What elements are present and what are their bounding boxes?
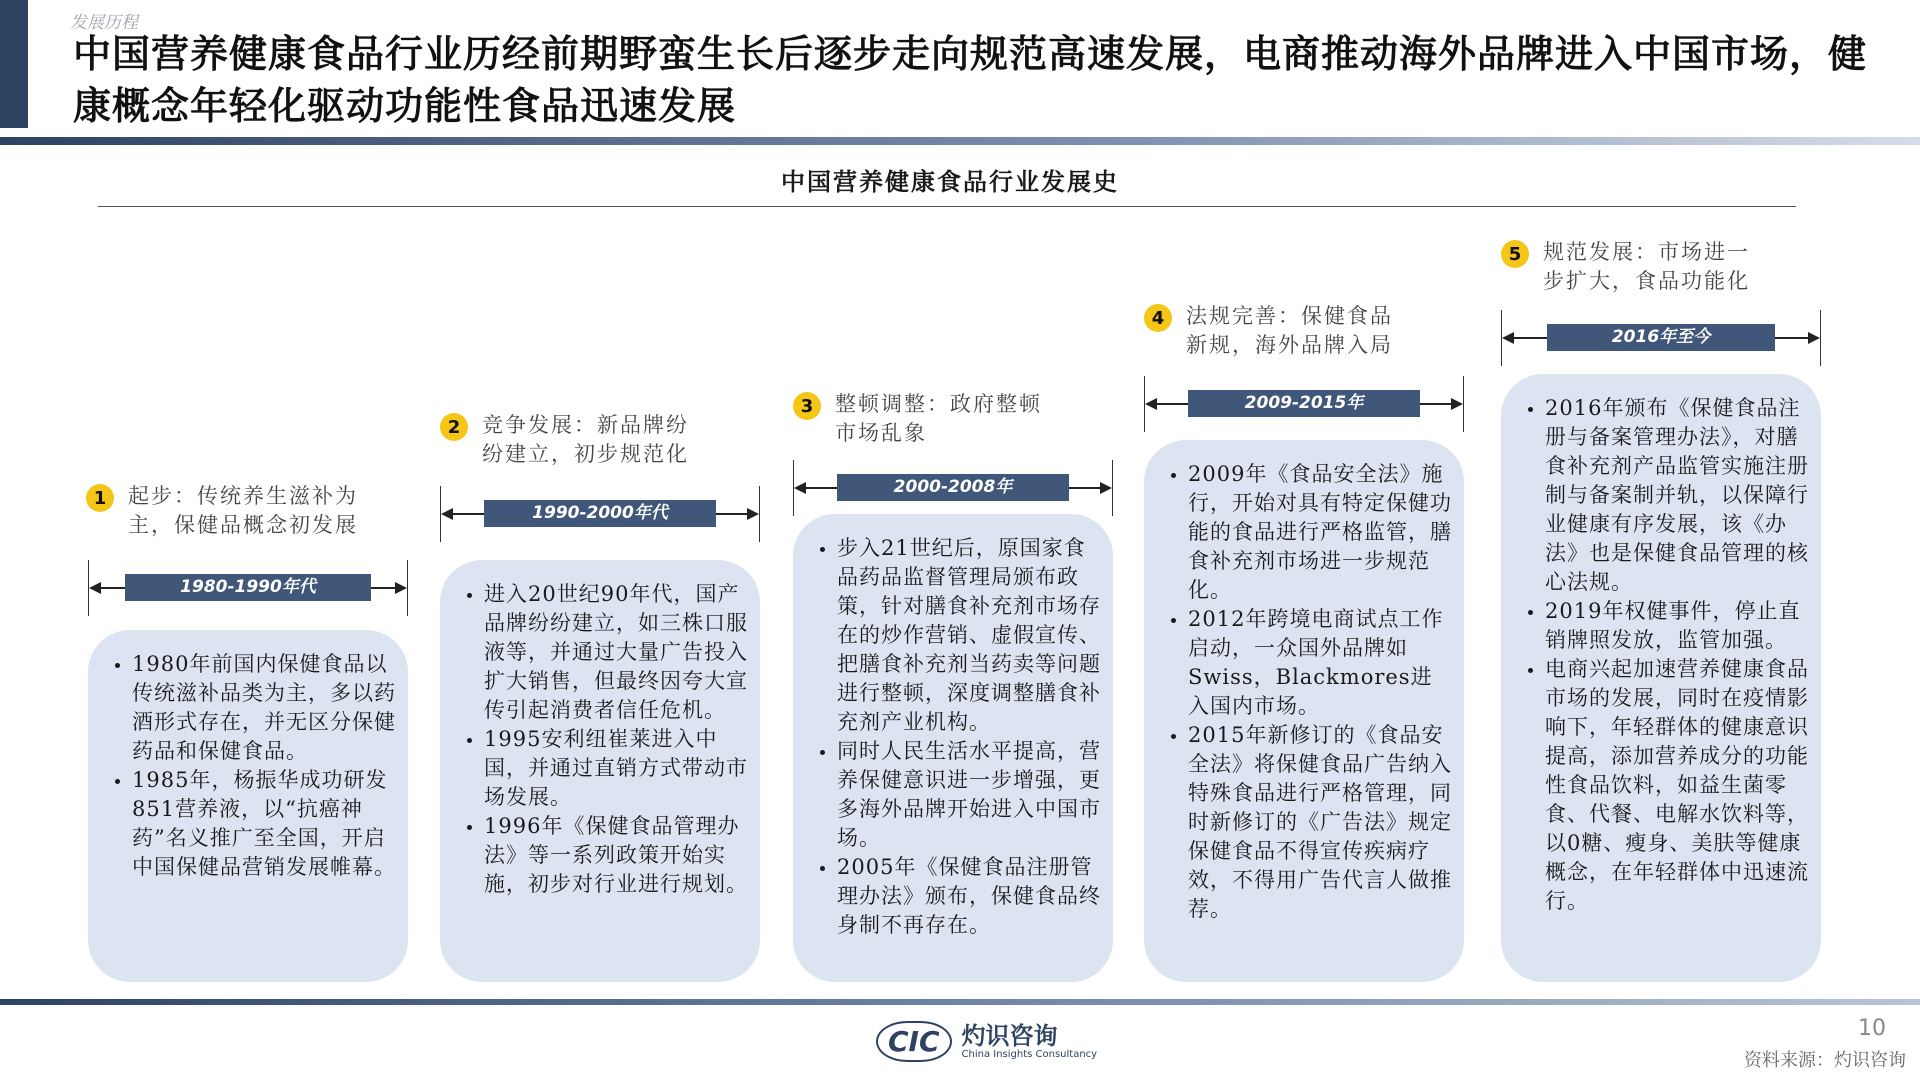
logo-name-cn: 灼识咨询 bbox=[961, 1022, 1058, 1050]
bullet-list bbox=[1521, 394, 1809, 916]
stage-timeline bbox=[1144, 376, 1464, 432]
bullet-item: • 2009年《食品安全法》施行，开始对具有特定保健功能的食品进行严格监管，膳食补充剂市场进一步规范化。 bbox=[1188, 460, 1452, 605]
bullet-item: • 进入20世纪90年代，国产品牌纷纷建立，如三株口服液等，并通过大量广告投入扩大销售，但最终因夸大宣传引起消费者信任危机。 bbox=[484, 580, 748, 725]
stage-title: 规范发展：市场进一 步扩大，食品功能化 bbox=[1543, 240, 1750, 293]
stage-number-badge: 5 bbox=[1501, 240, 1529, 268]
stage-card bbox=[793, 514, 1113, 982]
arrow-left-icon bbox=[89, 582, 101, 594]
page-title: 中国营养健康食品行业历经前期野蛮生长后逐步走向规范高速发展，电商推动海外品牌进入中国市场，健康概念年轻化驱动功能性食品迅速发展 bbox=[73, 32, 1868, 128]
stage-header bbox=[793, 390, 1042, 448]
arrow-left-icon bbox=[1502, 332, 1514, 344]
stage-title: 起步：传统养生滋补为 主，保健品概念初发展 bbox=[128, 484, 358, 537]
stage-timeline bbox=[88, 560, 408, 616]
arrow-left-icon bbox=[441, 508, 453, 520]
stage-card bbox=[1144, 440, 1464, 982]
bullet-item: • 1980年前国内保健食品以传统滋补品类为主，多以药酒形式存在，并无区分保健药品和保健食品。 bbox=[132, 650, 396, 766]
breadcrumb: 发展历程 bbox=[70, 13, 138, 33]
bullet-item: • 2012年跨境电商试点工作启动，一众国外品牌如Swiss，Blackmores进入国内市场。 bbox=[1188, 605, 1452, 721]
arrow-right-icon bbox=[1100, 482, 1112, 494]
bullet-item: • 步入21世纪后，原国家食品药品监督管理局颁布政策，针对膳食补充剂市场存在的炒作营销、虚假宣传、把膳食补充剂当药卖等问题进行整顿，深度调整膳食补充剂产业机构。 bbox=[837, 534, 1101, 737]
period-label: 1990-2000年代 bbox=[484, 500, 716, 527]
timeline-tick bbox=[1820, 310, 1821, 366]
timeline-tick bbox=[407, 560, 408, 616]
section-title: 中国营养健康食品行业发展史 bbox=[781, 168, 1119, 196]
stage-card bbox=[88, 630, 408, 982]
stage-header bbox=[440, 411, 689, 469]
timeline-tick bbox=[1463, 376, 1464, 432]
stage-timeline bbox=[440, 486, 760, 542]
source-note: 资料来源：灼识咨询 bbox=[1744, 1050, 1906, 1071]
bullet-item: • 1995安利纽崔莱进入中国，并通过直销方式带动市场发展。 bbox=[484, 725, 748, 812]
period-label: 2009-2015年 bbox=[1188, 390, 1420, 417]
bullet-list bbox=[108, 650, 396, 882]
company-logo bbox=[876, 1021, 1097, 1062]
stage-title: 法规完善：保健食品 新规，海外品牌入局 bbox=[1186, 304, 1393, 357]
stage-title: 整顿调整：政府整顿 市场乱象 bbox=[835, 392, 1042, 445]
stage-card bbox=[1501, 374, 1821, 982]
stage-number-badge: 3 bbox=[793, 392, 821, 420]
bullet-item: • 1985年，杨振华成功研发851营养液，以“抗癌神药”名义推广至全国，开启中国保健品营销发展帷幕。 bbox=[132, 766, 396, 882]
stage-title: 竞争发展：新品牌纷 纷建立，初步规范化 bbox=[482, 413, 689, 466]
bullet-list bbox=[460, 580, 748, 899]
header-accent-bar bbox=[0, 0, 28, 128]
bullet-item: • 同时人民生活水平提高，营养保健意识进一步增强，更多海外品牌开始进入中国市场。 bbox=[837, 737, 1101, 853]
logo-mark: CIC bbox=[876, 1021, 952, 1062]
bullet-list bbox=[1164, 460, 1452, 924]
timeline-tick bbox=[759, 486, 760, 542]
bullet-item: • 2016年颁布《保健食品注册与备案管理办法》，对膳食补充剂产品监管实施注册制与备案制并轨，以保障行业健康有序发展，该《办法》也是保健食品管理的核心法规。 bbox=[1545, 394, 1809, 597]
stage-timeline bbox=[793, 460, 1113, 516]
page-number: 10 bbox=[1858, 1016, 1886, 1041]
bullet-item: • 2019年权健事件，停止直销牌照发放，监管加强。 bbox=[1545, 597, 1809, 655]
arrow-right-icon bbox=[747, 508, 759, 520]
bullet-item: • 2015年新修订的《食品安全法》将保健食品广告纳入特殊食品进行严格管理，同时新修订的《广告法》规定保健食品不得宣传疾病疗效，不得用广告代言人做推荐。 bbox=[1188, 721, 1452, 924]
bullet-item: • 1996年《保健食品管理办法》等一系列政策开始实施，初步对行业进行规划。 bbox=[484, 812, 748, 899]
footer-divider bbox=[0, 999, 1920, 1005]
arrow-left-icon bbox=[794, 482, 806, 494]
logo-text bbox=[962, 1023, 1098, 1060]
bullet-item: • 2005年《保健食品注册管理办法》颁布，保健食品终身制不再存在。 bbox=[837, 853, 1101, 940]
arrow-right-icon bbox=[1808, 332, 1820, 344]
bullet-item: • 电商兴起加速营养健康食品市场的发展，同时在疫情影响下，年轻群体的健康意识提高，添加营养成分的功能性食品饮料，如益生菌零食、代餐、电解水饮料等，以0糖、瘦身、美肤等健康概念，在年轻群体中迅速流行。 bbox=[1545, 655, 1809, 916]
period-label: 1980-1990年代 bbox=[125, 574, 371, 601]
stage-number-badge: 2 bbox=[440, 413, 468, 441]
arrow-right-icon bbox=[1451, 398, 1463, 410]
stage-card bbox=[440, 560, 760, 982]
stage-timeline bbox=[1501, 310, 1821, 366]
period-label: 2016年至今 bbox=[1547, 324, 1775, 351]
arrow-left-icon bbox=[1145, 398, 1157, 410]
stage-number-badge: 1 bbox=[86, 484, 114, 512]
timeline-tick bbox=[1112, 460, 1113, 516]
logo-name-en: China Insights Consultancy bbox=[961, 1049, 1098, 1060]
stage-header bbox=[86, 482, 358, 540]
stage-number-badge: 4 bbox=[1144, 304, 1172, 332]
stage-header bbox=[1501, 238, 1750, 296]
arrow-right-icon bbox=[395, 582, 407, 594]
period-label: 2000-2008年 bbox=[837, 474, 1069, 501]
header-divider bbox=[0, 137, 1920, 145]
stage-header bbox=[1144, 302, 1393, 360]
bullet-list bbox=[813, 534, 1101, 940]
section-rule bbox=[98, 206, 1796, 207]
